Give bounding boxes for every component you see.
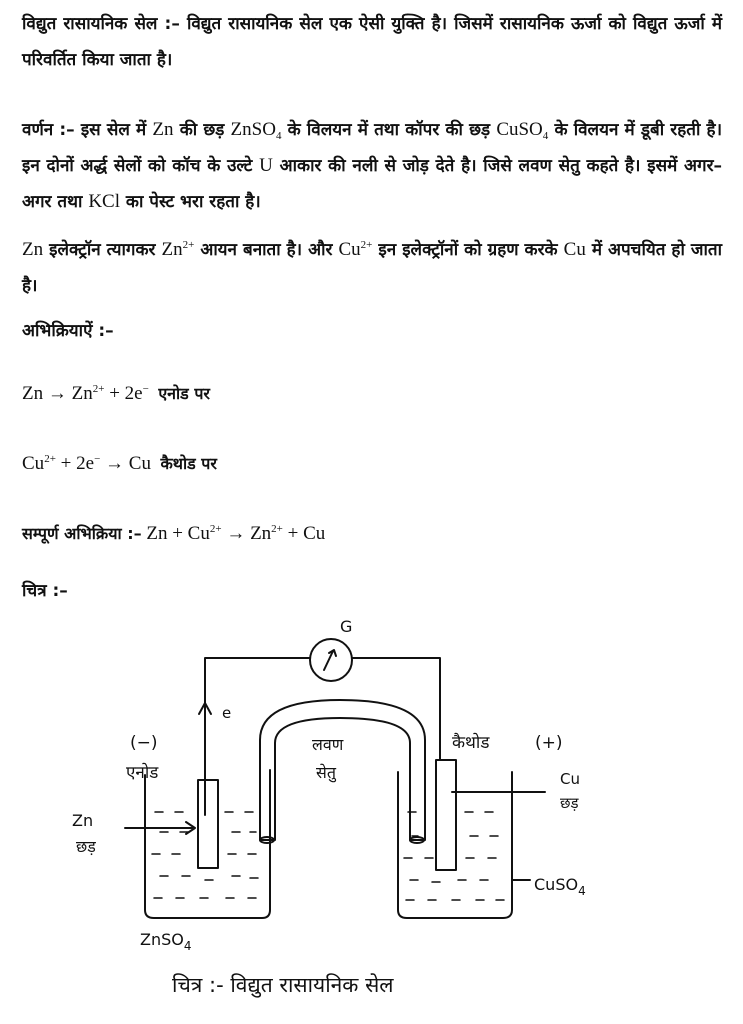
subscript: 4 [542,130,549,142]
eq-text: + 2e [60,453,95,474]
subscript: 4 [275,130,282,142]
electron-label: e [222,704,232,722]
cu-electrode [436,760,456,870]
figure-heading: चित्र :– [22,581,68,601]
eq-text: Cu [22,453,45,474]
superscript: − [94,453,101,465]
cu-rod-label-1: Cu [560,770,580,788]
znso4-formula [231,119,282,140]
eq-text: Zn + Cu [146,523,210,544]
superscript: 2+ [182,239,195,251]
cuso4-label [534,875,586,898]
superscript: 2+ [209,523,222,535]
cathode-sign-label: (+) [535,733,563,753]
salt-bridge-label-2: सेतु [316,763,336,782]
zn-rod-label-1: Zn [72,811,94,830]
electron-text: आयन बनाता है। और [200,240,333,260]
eq-text: + 2e [109,383,143,404]
cathode-solution [404,812,504,900]
cu-ion [338,239,372,260]
cu-text: Cu [338,239,361,260]
kcl-text: KCl [88,191,120,212]
desc-text: वर्णन :– इस सेल में [22,120,147,140]
cuso4-formula [496,119,548,140]
superscript: 2+ [44,453,56,465]
electron-arrow-icon [199,703,211,730]
cuso4-text: CuSO [534,875,579,894]
anode-beaker [145,770,270,918]
superscript: 2+ [360,239,373,251]
cathode-label: कैथोड [452,733,490,753]
cuso4-subscript: 4 [578,884,586,898]
electron-text: में अपचयित हो जाता है। [22,240,722,296]
eq-text: Zn → Zn [22,383,93,404]
cu-text: Cu [563,239,586,260]
zn-ion [161,239,194,260]
znso4-text: ZnSO [140,930,184,949]
intro-paragraph [22,6,722,78]
electron-text: इन इलेक्ट्रॉनों को ग्रहण करके [378,240,558,260]
desc-text: का पेस्ट भरा रहता है। [125,192,261,212]
figure-caption: चित्र :- विद्युत रासायनिक सेल [172,973,394,997]
intro-text: विद्युत रासायनिक सेल :– विद्युत रासायनिक सेल एक ऐसी युक्ति है। जिसमें रासायनिक ऊर्जा को विद्युत ऊर्जा में परिवर्तित किया जाता है। [22,14,722,70]
anode-sign-label: (−) [130,733,158,753]
znso4-label [140,930,192,953]
anode-label: एनोड [126,763,159,783]
desc-text: के विलयन में डूबी रहती है। इन दोनों अर्द्ध सेलों को कॉच के उल्टे [22,120,723,176]
salt-bridge-label-1: लवण [312,735,344,754]
anode-solution [152,812,258,898]
desc-text: की छड़ [179,120,225,140]
electron-paragraph [22,232,722,304]
anode-reaction [22,380,210,408]
cathode-label: कैथोड पर [160,454,217,473]
cu-rod-label-2: छड़ [560,794,579,812]
salt-bridge [260,700,425,840]
overall-reaction [22,520,325,548]
cathode-reaction [22,450,217,478]
znso4-subscript: 4 [183,939,192,953]
electrochemical-cell-diagram [0,600,743,1024]
zn-rod-label-2: छड़ [76,837,96,856]
cuso4-text: CuSO [496,119,543,140]
zn-electrode [198,780,218,868]
galvanometer-icon [310,639,352,681]
reactions-heading: अभिक्रियाऐं :– [22,321,114,341]
desc-text: आकार की नली से जोड़ देते है। जिसे लवण सेतु कहते है। इसमें अगर–अगर तथा [22,156,723,212]
galvanometer-needle [324,650,336,670]
eq-text: + Cu [287,523,326,544]
znso4-text: ZnSO [230,119,276,140]
superscript: 2+ [271,523,283,535]
anode-label: एनोड पर [158,384,210,403]
u-text: U [259,155,273,176]
description-paragraph [22,112,722,220]
eq-text: → Cu [105,453,151,474]
superscript: − [142,383,149,395]
desc-text: के विलयन में तथा कॉपर की छड़ [287,120,491,140]
overall-label: सम्पूर्ण अभिक्रिया :– [22,524,142,543]
electron-text: इलेक्ट्रॉन त्यागकर [49,240,156,260]
galvanometer-label: G [340,617,353,636]
eq-text: → Zn [226,523,272,544]
zn-text: Zn [161,239,183,260]
zn-text: Zn [152,119,174,140]
superscript: 2+ [92,383,105,395]
zn-text: Zn [22,239,44,260]
